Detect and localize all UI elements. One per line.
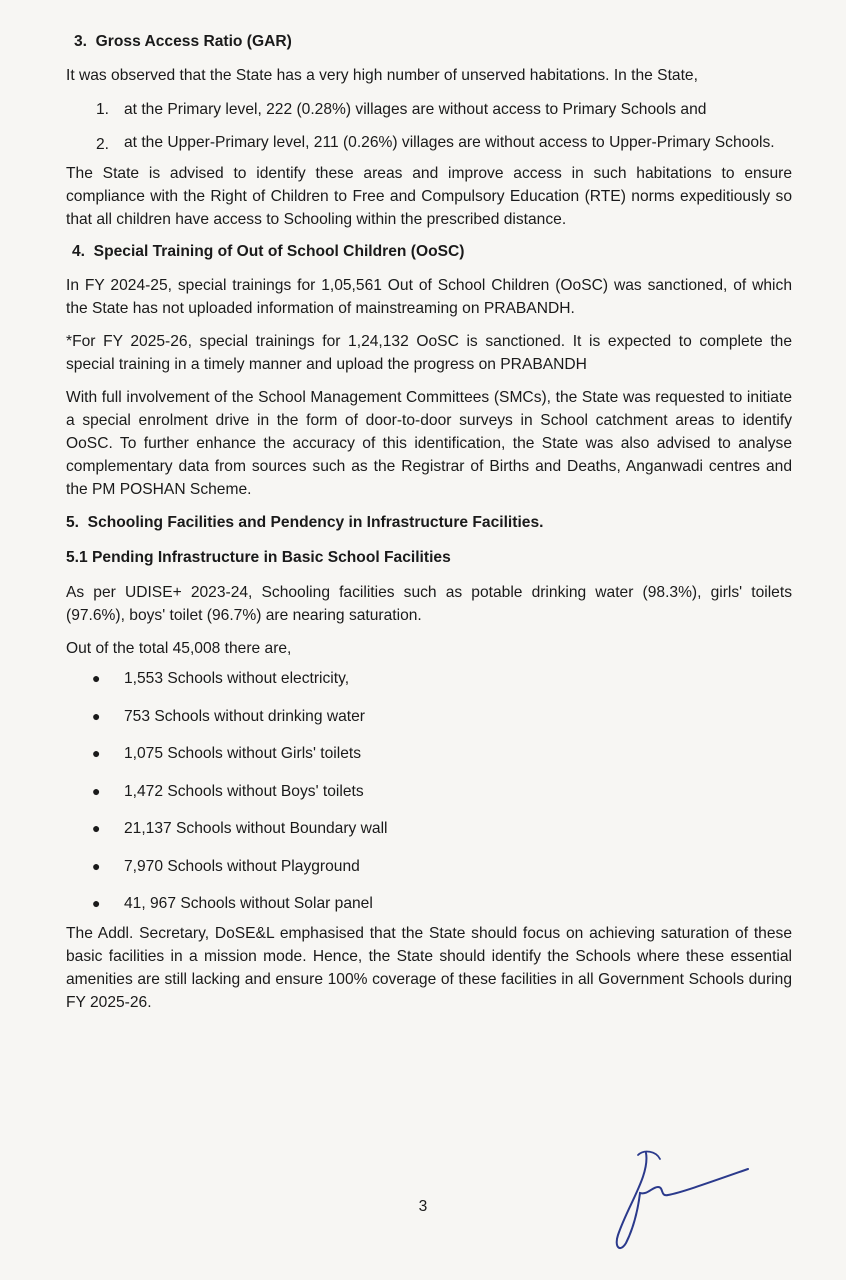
bullet-text: 1,553 Schools without electricity, [124,670,350,687]
section-4-para-1: In FY 2024-25, special trainings for 1,05,561 Out of School Children (OoSC) was sanctioned, of which the State has not uploaded information of mainstreaming on PRABANDH. [66,277,792,317]
bullet-text: 7,970 Schools without Playground [124,857,360,875]
bullet-text: 1,075 Schools without Girls' toilets [124,745,361,762]
section-5-heading: 5. Schooling Facilities and Pendency in Infrastructure Facilities. [66,514,544,531]
list-item [96,133,792,156]
document-page [66,30,792,1014]
list-item [92,742,792,780]
bullet-icon: ● [92,745,101,761]
list-item [96,98,792,121]
bullet-text: 753 Schools without drinking water [124,707,365,725]
page-number: 3 [418,1198,428,1215]
list-item [92,817,792,855]
section-3-list [66,98,792,156]
bullet-icon: ● [92,670,101,686]
list-text: at the Primary level, 222 (0.28%) villages are without access to Primary Schools and [124,101,707,118]
facility-gap-list [66,667,792,922]
section-4-para-2: *For FY 2025-26, special trainings for 1,24,132 OoSC is sanctioned. It is expected to complete the special training in a timely manner and upload the progress on PRABANDH [66,333,792,373]
bullet-text: 21,137 Schools without Boundary wall [124,820,388,837]
bullet-text: 41, 967 Schools without Solar panel [124,895,373,912]
list-item [92,667,792,705]
section-5-para-1: As per UDISE+ 2023-24, Schooling facilities such as potable drinking water (98.3%), girls' toilets (97.6%), boys' toilet (96.7%) are nearing saturation. [66,584,792,624]
list-number: 1. [96,101,110,118]
list-item [92,892,792,922]
bullet-icon: ● [92,820,101,836]
list-item [92,780,792,818]
list-item [92,705,792,743]
section-5-total-line: Out of the total 45,008 there are, [66,640,292,657]
section-3-intro: It was observed that the State has a very high number of unserved habitations. In the State, [66,67,698,84]
section-5-1-heading: 5.1 Pending Infrastructure in Basic School Facilities [66,549,451,566]
list-item [92,855,792,893]
bullet-icon: ● [92,707,101,724]
bullet-icon: ● [92,782,101,799]
list-text: at the Upper-Primary level, 211 (0.26%) villages are without access to Upper-Primary Schools. [124,134,775,151]
bullet-text: 1,472 Schools without Boys' toilets [124,782,364,800]
list-number: 2. [96,136,110,153]
section-4-heading: 4. Special Training of Out of School Children (OoSC) [72,243,465,260]
bullet-icon: ● [92,895,101,911]
section-4-para-3: With full involvement of the School Management Committees (SMCs), the State was requested to initiate a special enrolment drive in the form of door-to-door surveys in School catchment areas to identify OoSC. To further enhance the accuracy of this identification, the State was also advised to analyse complementary data from sources such as the Registrar of Births and Deaths, Anganwadi centres and the PM POSHAN Scheme. [66,389,792,498]
bullet-icon: ● [92,857,101,874]
section-3-heading: 3. Gross Access Ratio (GAR) [74,33,292,50]
section-3-advice: The State is advised to identify these areas and improve access in such habitations to ensure compliance with the Right of Children to Free and Compulsory Education (RTE) norms expeditiously so that all children have access to Schooling within the prescribed distance. [66,165,792,228]
section-5-closing: The Addl. Secretary, DoSE&L emphasised that the State should focus on achieving saturation of these basic facilities in a mission mode. Hence, the State should identify the Schools where these essential amenities are still lacking and ensure 100% coverage of these facilities in all Government Schools during FY 2025-26. [66,925,792,1011]
signature-icon [598,1135,768,1260]
